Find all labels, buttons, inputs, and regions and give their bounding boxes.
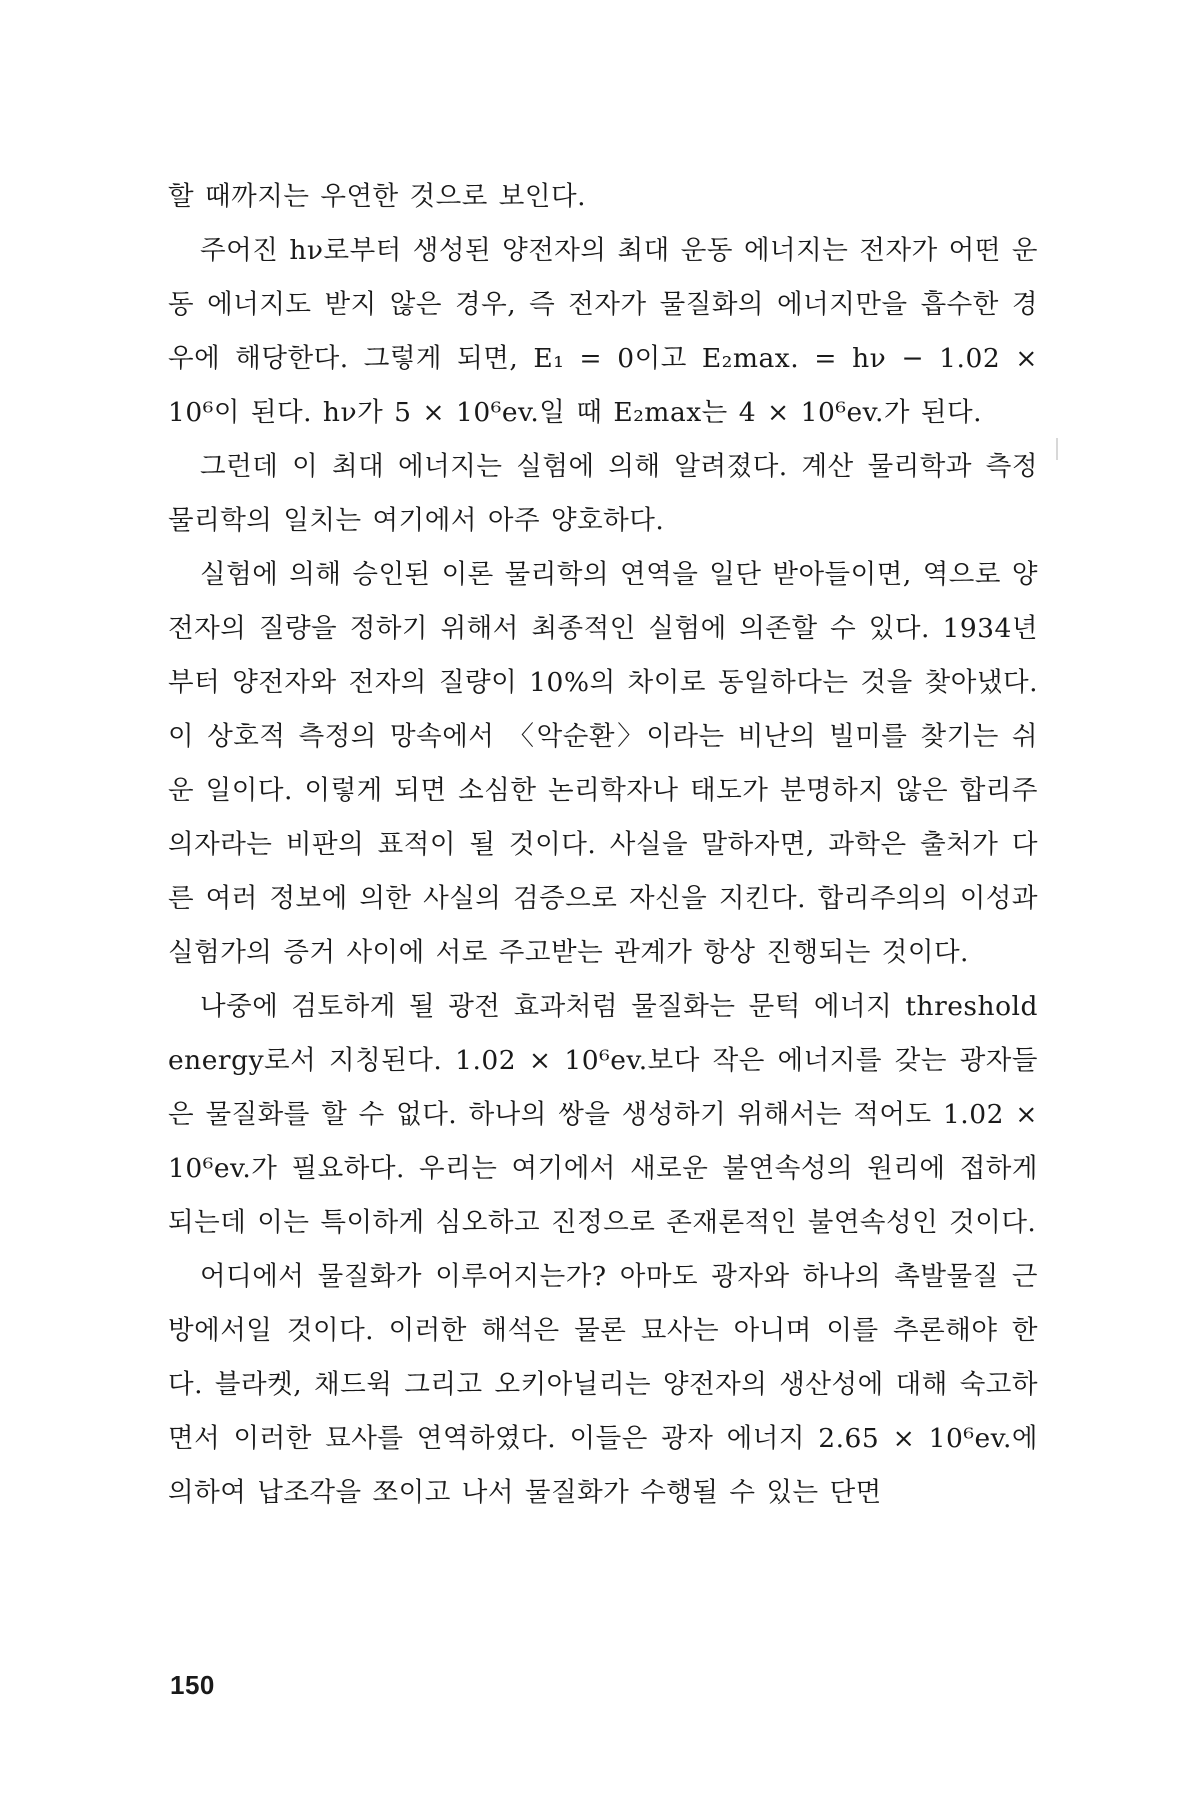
paragraph: 어디에서 물질화가 이루어지는가? 아마도 광자와 하나의 촉발물질 근방에서일 것이다. 이러한 해석은 물론 묘사는 아니며 이를 추론해야 한다. 블라켓, 채드윅 그리고 오키아닐리는 양전자의 생산성에 대해 숙고하면서 이러한 묘사를 연역하였다. 이들은 광자 에너지 2.65 × 10⁶ev.에 의하여 납조각을 쪼이고 나서 물질화가 수행될 수 있는 단면 [168,1261,1038,1508]
paragraph: 실험에 의해 승인된 이론 물리학의 연역을 일단 받아들이면, 역으로 양전자의 질량을 정하기 위해서 최종적인 실험에 의존할 수 있다. 1934년부터 양전자와 전자의 질량이 10%의 차이로 동일하다는 것을 찾아냈다. 이 상호적 측정의 망속에서 〈악순환〉이라는 비난의 빌미를 찾기는 쉬운 일이다. 이렇게 되면 소심한 논리학자나 태도가 분명하지 않은 합리주의자라는 비판의 표적이 될 것이다. 사실을 말하자면, 과학은 출처가 다른 여러 정보에 의한 사실의 검증으로 자신을 지킨다. 합리주의의 이성과 실험가의 증거 사이에 서로 주고받는 관계가 항상 진행되는 것이다. [168,559,1039,968]
margin-mark [1056,438,1058,460]
page-number: 150 [170,1670,215,1700]
paragraph: 그런데 이 최대 에너지는 실험에 의해 알려졌다. 계산 물리학과 측정 물리학의 일치는 여기에서 아주 양호하다. [168,451,1038,536]
paragraph: 할 때까지는 우연한 것으로 보인다. [168,181,587,212]
body-text [168,170,1038,1520]
paragraph: 주어진 hν로부터 생성된 양전자의 최대 운동 에너지는 전자가 어떤 운동 에너지도 받지 않은 경우, 즉 전자가 물질화의 에너지만을 흡수한 경우에 해당한다. 그렇게 되면, E₁ = 0이고 E₂max. = hν − 1.02 × 10⁶이 된다. hν가 5 × 10⁶ev.일 때 E₂max는 4 × 10⁶ev.가 된다. [168,235,1038,428]
paragraph: 나중에 검토하게 될 광전 효과처럼 물질화는 문턱 에너지 threshold energy로서 지칭된다. 1.02 × 10⁶ev.보다 작은 에너지를 갖는 광자들은 물질화를 할 수 없다. 하나의 쌍을 생성하기 위해서는 적어도 1.02 × 10⁶ev.가 필요하다. 우리는 여기에서 새로운 불연속성의 원리에 접하게 되는데 이는 특이하게 심오하고 진정으로 존재론적인 불연속성인 것이다. [168,991,1038,1238]
